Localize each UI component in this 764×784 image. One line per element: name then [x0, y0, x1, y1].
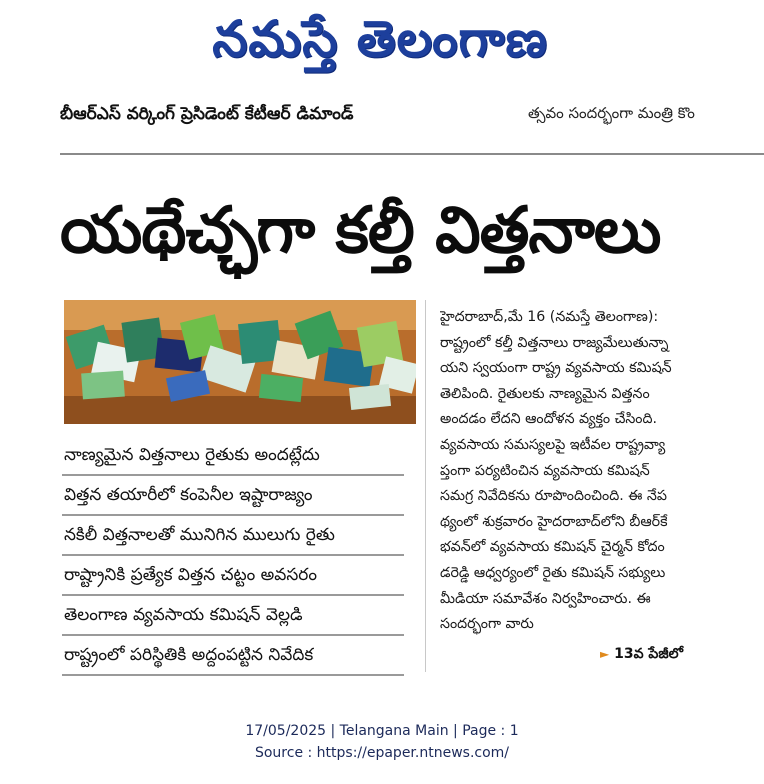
dateline: హైదరాబాద్,మే 16 (నమస్తే తెలంగాణ):: [440, 309, 659, 325]
body-line: రాష్ట్రంలో కల్తీ విత్తనాలు రాజ్యమేలుతున్నా: [440, 334, 669, 351]
body-line: అందడం లేదని ఆందోళన వ్యక్తం చేసింది.: [440, 411, 658, 428]
continued-on-page[interactable]: [600, 646, 683, 665]
highlight-point: రాష్ట్రంలో పరిస్థితికి అద్దంపట్టిన నివేదిక: [62, 636, 404, 676]
body-line: సమగ్ర నివేదికను రూపొందించింది. ఈ నేప: [440, 488, 667, 505]
continued-label: 13వ పేజీలో: [614, 646, 684, 662]
column-divider: [425, 300, 426, 672]
edition-info: 17/05/2025 | Telangana Main | Page : 1: [245, 723, 519, 739]
body-line: డరెడ్డి ఆధ్వర్యంలో రైతు కమిషన్ సభ్యులు: [440, 564, 666, 581]
subheadline-left: బీఆర్‌ఎస్ వర్కింగ్ ప్రెసిడెంట్ కేటీఆర్ డిమాండ్: [60, 104, 354, 124]
highlight-point: నాణ్యమైన విత్తనాలు రైతుకు అందట్లేదు: [62, 436, 404, 476]
arrow-right-icon: ►: [600, 647, 610, 661]
page-footer: [0, 720, 764, 764]
subheadline-right: త్సవం సందర్భంగా మంత్రి కొం: [528, 104, 695, 122]
body-line: భవన్‌లో వ్యవసాయ కమిషన్ చైర్మన్ కోదం: [440, 539, 665, 556]
article-body: [440, 305, 740, 638]
top-divider: [60, 153, 764, 155]
highlight-point: రాష్ట్రానికి ప్రత్యేక విత్తన చట్టం అవసరం: [62, 556, 404, 596]
body-line: మీడియా సమావేశం నిర్వహించారు. ఈ: [440, 590, 651, 607]
body-line: వ్యవసాయ సమస్యలపై ఇటీవల రాష్ట్రవ్యా: [440, 436, 666, 453]
highlight-point: విత్తన తయారీలో కంపెనీల ఇష్టారాజ్యం: [62, 476, 404, 516]
body-line: యని స్వయంగా రాష్ట్ర వ్యవసాయ కమిషన్: [440, 360, 672, 377]
seed-packets-photo: [64, 300, 416, 424]
body-line: థ్యంలో శుక్రవారం హైదరాబాద్‌లోని బీఆర్‌కే: [440, 513, 668, 530]
source-link[interactable]: Source : https://epaper.ntnews.com/: [254, 745, 510, 761]
highlight-point: తెలంగాణ వ్యవసాయ కమిషన్ వెల్లడి: [62, 596, 404, 636]
seed-packets-illustration: [64, 300, 416, 424]
highlight-point: నకిలీ విత్తనాలతో మునిగిన ములుగు రైతు: [62, 516, 404, 556]
body-line: సందర్భంగా వారు: [440, 616, 534, 633]
body-line: తెలిపింది. రైతులకు నాణ్యమైన విత్తనం: [440, 385, 650, 402]
newspaper-masthead: నమస్తే తెలంగాణ: [212, 10, 548, 68]
body-line: ప్తంగా పర్యటించిన వ్యవసాయ కమిషన్: [440, 462, 650, 479]
highlight-points: [62, 436, 404, 676]
article-headline: యథేచ్ఛగా కల్తీ విత్తనాలు: [60, 194, 661, 268]
